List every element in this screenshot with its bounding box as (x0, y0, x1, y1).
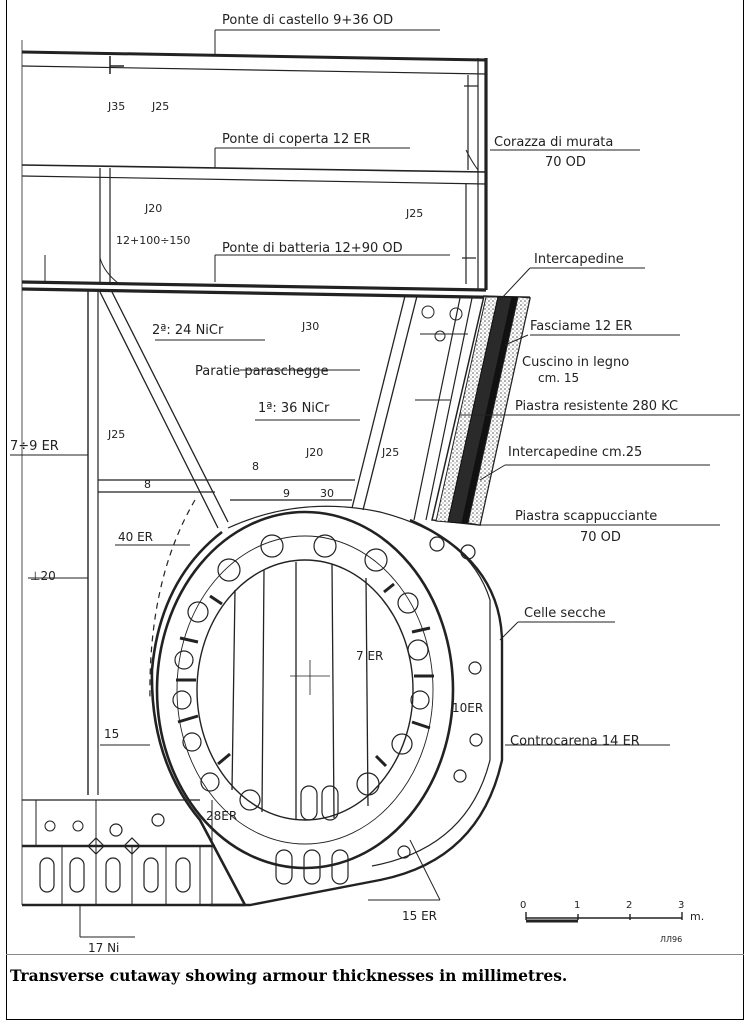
label-7-9-er: 7÷9 ER (10, 439, 59, 454)
label-j25-top: J25 (152, 100, 170, 113)
label-30: 30 (320, 487, 334, 500)
label-15: 15 (104, 727, 120, 741)
label-controcarena: Controcarena 14 ER (510, 734, 640, 749)
label-paratia-2: 2ª: 24 NiCr (152, 323, 224, 338)
labels (10, 13, 704, 955)
label-piastra-resistente: Piastra resistente 280 KC (515, 399, 679, 414)
label-fasciame: Fasciame 12 ER (530, 319, 633, 334)
label-9: 9 (283, 487, 290, 500)
label-17-ni: 17 Ni (88, 941, 120, 955)
label-12-100-150: 12+100÷150 (116, 234, 191, 247)
label-j25-left: J25 (108, 428, 126, 441)
label-8a: 8 (252, 460, 259, 473)
label-intercapedine: Intercapedine (534, 252, 624, 267)
ponte-castello-deck (22, 52, 486, 60)
label-ponte-coperta: Ponte di coperta 12 ER (222, 132, 371, 147)
label-j20-mid: J20 (306, 446, 324, 459)
scale-label-1: 1 (574, 900, 581, 911)
label-7-er: 7 ER (356, 649, 384, 663)
label-ponte-castello: Ponte di castello 9+36 OD (222, 13, 394, 28)
scale-unit: m. (690, 910, 705, 923)
label-piastra-scappucciante-title: Piastra scappucciante (515, 509, 658, 524)
label-j25-mid: J25 (382, 446, 400, 459)
pugliese-system (150, 500, 502, 905)
scale-bar (526, 912, 682, 921)
scale-label-0: 0 (520, 900, 527, 911)
ring-radial-bars (176, 584, 434, 766)
label-cuscino-value: cm. 15 (538, 371, 580, 385)
label-j20-upper: J20 (145, 202, 163, 215)
scale-label-3: 3 (678, 900, 685, 911)
label-j25-right: J25 (406, 207, 424, 220)
label-piastra-scappucciante-value: 70 OD (580, 530, 621, 545)
slots (40, 786, 348, 892)
label-j30: J30 (302, 320, 320, 333)
figure-caption: Transverse cutaway showing armour thicknesses in millimetres. (10, 966, 568, 985)
label-corazza-value: 70 OD (545, 155, 586, 170)
label-l20: ⊥20 (30, 569, 56, 583)
label-ponte-batteria: Ponte di batteria 12+90 OD (222, 241, 403, 256)
label-28-er: 28ER (206, 809, 238, 823)
label-15-er: 15 ER (402, 909, 438, 923)
pugliese-cylinder-outer (157, 512, 453, 868)
double-bottom (22, 40, 245, 905)
reference-code: ЛЛ96 (660, 935, 683, 944)
pugliese-cylinder-inner (197, 560, 413, 820)
label-40-er: 40 ER (118, 530, 154, 544)
paratia-1 (352, 296, 405, 508)
label-intercapedine-25: Intercapedine cm.25 (508, 445, 643, 460)
label-paratia-1: 1ª: 36 NiCr (258, 401, 330, 416)
ponte-coperta-deck (22, 165, 486, 172)
label-celle-secche: Celle secche (524, 606, 606, 621)
frame-border-bottom (6, 1019, 744, 1020)
label-corazza-title: Corazza di murata (494, 135, 614, 150)
scale-label-2: 2 (626, 900, 633, 911)
label-paratie: Paratie paraschegge (195, 364, 329, 379)
label-j35: J35 (108, 100, 126, 113)
label-cuscino-title: Cuscino in legno (522, 355, 630, 370)
label-8b: 8 (144, 478, 151, 491)
label-10-er: 10ER (452, 701, 484, 715)
